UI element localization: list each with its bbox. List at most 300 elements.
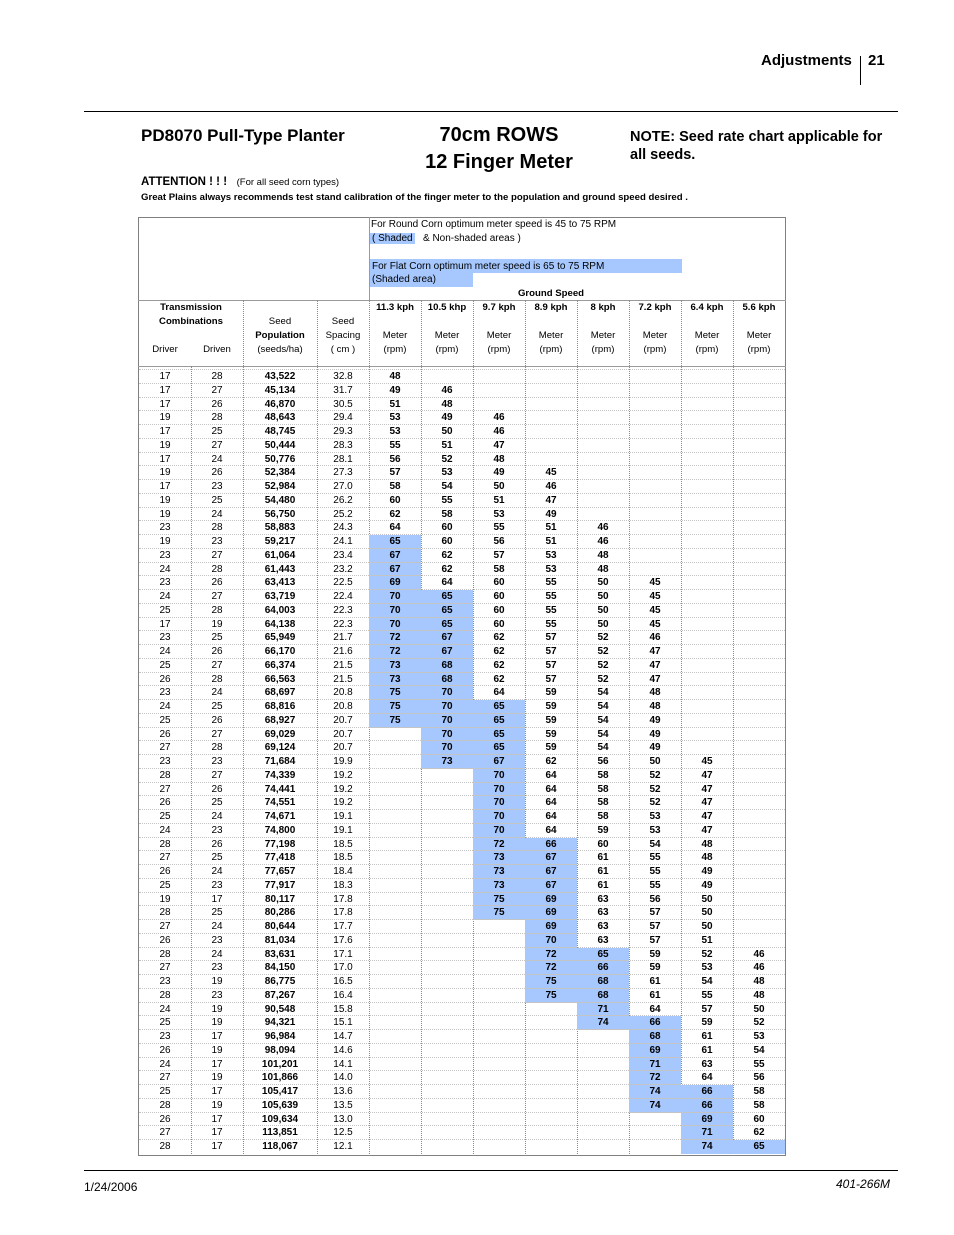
meter-rpm-cell: [473, 1140, 525, 1154]
meter-rpm-cell: 59: [649, 962, 661, 974]
meter-rpm-cell: 51: [493, 494, 505, 506]
spacing-label: Spacing: [325, 330, 361, 341]
meter-rpm-cell: 63: [701, 1058, 713, 1070]
meter-rpm-cell: 62: [389, 508, 401, 520]
meter-rpm-cell: 50: [597, 577, 609, 589]
meter-rpm-cell: [577, 439, 629, 453]
meter-rpm-cell: 55: [649, 866, 661, 877]
driven-cell: 17: [211, 1113, 223, 1125]
meter-rpm-cell: 50: [753, 1003, 765, 1015]
meter-rpm-cell: 51: [441, 439, 453, 451]
attention-line: [141, 176, 339, 188]
meter-rpm-cell: 59: [701, 1017, 713, 1029]
population-cell: 68,927: [264, 714, 296, 726]
table-row: [139, 465, 785, 479]
population-cell: 77,198: [264, 838, 296, 850]
meter-rpm-cell: 58: [597, 811, 609, 822]
meter-rpm-cell: [629, 1126, 681, 1140]
meter-rpm-cell: [733, 549, 785, 563]
driven-cell: 17: [211, 1058, 223, 1070]
driven-cell: 28: [211, 604, 223, 616]
population-cell: 87,267: [264, 989, 296, 1001]
meter-rpm-cell: 67: [421, 645, 473, 659]
meter-rpm-cell: [733, 920, 785, 934]
meter-rpm-cell: 48: [753, 976, 765, 987]
meter-rpm-cell: [733, 494, 785, 508]
meter-rpm-cell: 70: [369, 618, 421, 632]
spacing-cell: 14.1: [333, 1058, 353, 1070]
meter-rpm-cell: 63: [597, 907, 609, 919]
ground-speed-label: Ground Speed: [517, 288, 585, 299]
table-row: [139, 878, 785, 892]
meter-rpm-cell: 75: [369, 686, 421, 700]
driven-cell: 25: [211, 907, 223, 919]
meter-rpm-cell: [421, 989, 473, 1003]
meter-rpm-cell: 47: [701, 797, 713, 809]
meter-label: Meter: [642, 330, 668, 341]
driven-cell: 26: [211, 646, 223, 657]
meter-rpm-cell: 52: [753, 1017, 765, 1029]
meter-rpm-cell: 48: [649, 701, 661, 712]
table-row: [139, 1070, 785, 1084]
meter-rpm-cell: 67: [473, 755, 525, 769]
meter-rpm-cell: [681, 673, 733, 687]
population-cell: 83,631: [264, 948, 296, 960]
meter-rpm-cell: 69: [681, 1113, 733, 1127]
population-cell: 71,684: [264, 756, 296, 767]
meter-rpm-cell: 60: [493, 577, 505, 589]
table-row: [139, 672, 785, 686]
meter-rpm-cell: [369, 824, 421, 838]
meter-rpm-cell: 61: [701, 1044, 713, 1056]
meter-rpm-cell: 70: [473, 796, 525, 810]
meter-rpm-cell: 69: [629, 1044, 681, 1058]
meter-rpm-cell: 65: [421, 618, 473, 632]
meter-rpm-cell: 69: [525, 893, 577, 907]
meter-rpm-cell: [733, 411, 785, 425]
meter-rpm-cell: [369, 1016, 421, 1030]
meter-rpm-cell: [369, 906, 421, 920]
meter-rpm-cell: [681, 494, 733, 508]
spacing-cell: 19.2: [333, 769, 353, 781]
spacing-cell: 20.7: [333, 714, 353, 726]
meter-rpm-cell: 62: [493, 646, 505, 657]
meter-rpm-cell: 68: [629, 1030, 681, 1044]
meter-rpm-cell: 55: [649, 852, 661, 864]
meter-rpm-cell: 54: [597, 728, 609, 740]
spacing-cell: 22.4: [333, 591, 353, 602]
meter-rpm-cell: [369, 769, 421, 783]
meter-rpm-cell: [421, 851, 473, 865]
spacing-cell: 17.8: [333, 893, 353, 905]
meter-rpm-cell: 53: [493, 508, 505, 520]
meter-rpm-cell: 52: [597, 646, 609, 657]
spacing-cell: 12.5: [333, 1127, 353, 1139]
meter-rpm-cell: [577, 453, 629, 467]
table-row: [139, 905, 785, 919]
rpm-label: (rpm): [747, 344, 771, 355]
meter-rpm-cell: [421, 1044, 473, 1058]
table-row: [139, 575, 785, 589]
driver-cell: 19: [159, 508, 171, 520]
driver-cell: 28: [159, 1099, 171, 1111]
meter-rpm-cell: 59: [545, 742, 557, 754]
meter-rpm-cell: [473, 948, 525, 962]
meter-rpm-cell: [577, 398, 629, 412]
meter-rpm-cell: [369, 989, 421, 1003]
meter-rpm-cell: 70: [421, 714, 473, 728]
meter-rpm-cell: [733, 453, 785, 467]
meter-label: Meter: [538, 330, 564, 341]
meter-rpm-cell: 51: [701, 934, 713, 946]
meter-rpm-cell: [421, 975, 473, 989]
meter-rpm-cell: 72: [629, 1071, 681, 1085]
population-cell: 74,339: [264, 769, 296, 781]
population-cell: 45,134: [264, 384, 296, 396]
population-cell: 69,124: [264, 742, 296, 754]
meter-rpm-cell: 55: [545, 604, 557, 616]
meter-rpm-cell: [421, 865, 473, 879]
spacing-cell: 17.1: [333, 948, 353, 960]
meter-rpm-cell: 60: [493, 591, 505, 602]
population-cell: 77,917: [264, 879, 296, 891]
meter-rpm-cell: 49: [389, 384, 401, 396]
meter-rpm-cell: 57: [545, 632, 557, 644]
meter-rpm-cell: [525, 411, 577, 425]
meter-rpm-cell: [681, 480, 733, 494]
meter-rpm-cell: [733, 934, 785, 948]
meter-rpm-cell: [681, 370, 733, 384]
meter-rpm-cell: [369, 851, 421, 865]
driver-cell: 24: [159, 701, 171, 712]
meter-rpm-cell: [421, 1030, 473, 1044]
table-row: [139, 892, 785, 906]
meter-rpm-cell: 68: [577, 975, 629, 989]
speed-header: 9.7 kph: [482, 302, 516, 313]
meter-rpm-cell: 65: [369, 535, 421, 549]
driven-cell: 26: [211, 783, 223, 795]
meter-rpm-cell: 75: [525, 975, 577, 989]
meter-rpm-cell: [733, 618, 785, 632]
meter-rpm-cell: 64: [701, 1072, 713, 1084]
meter-rpm-cell: 72: [525, 948, 577, 962]
meter-rpm-cell: [525, 425, 577, 439]
meter-rpm-cell: [577, 494, 629, 508]
meter-rpm-cell: 60: [441, 536, 453, 547]
meter-rpm-cell: [525, 1099, 577, 1113]
meter-label: Meter: [486, 330, 512, 341]
spacing-cell: 19.2: [333, 783, 353, 795]
population-cell: 96,984: [264, 1031, 296, 1042]
table-row: [139, 864, 785, 878]
spacing-cell: 16.5: [333, 976, 353, 987]
meter-rpm-cell: 64: [441, 577, 453, 589]
table-row: [139, 988, 785, 1002]
driver-cell: 27: [159, 1072, 171, 1084]
meter-rpm-cell: [733, 728, 785, 742]
population-cell: 43,522: [264, 371, 296, 382]
meter-rpm-cell: 46: [597, 536, 609, 547]
meter-rpm-cell: 69: [369, 576, 421, 590]
meter-rpm-cell: [421, 961, 473, 975]
meter-rpm-cell: [369, 1126, 421, 1140]
spacing-cell: 19.1: [333, 811, 353, 822]
meter-rpm-cell: 48: [493, 453, 505, 465]
meter-rpm-cell: 70: [473, 769, 525, 783]
spacing-cell: 29.4: [333, 412, 353, 424]
driver-cell: 23: [159, 577, 171, 589]
meter-rpm-cell: 75: [369, 700, 421, 714]
driven-cell: 25: [211, 701, 223, 712]
meter-rpm-cell: [369, 865, 421, 879]
driver-cell: 27: [159, 921, 171, 932]
table-row: [139, 768, 785, 782]
meter-rpm-cell: [421, 1071, 473, 1085]
population-cell: 101,201: [261, 1058, 299, 1070]
meter-rpm-cell: 64: [545, 783, 557, 795]
meter-rpm-cell: [629, 1113, 681, 1127]
table-row: [139, 850, 785, 864]
population-cell: 63,719: [264, 591, 296, 602]
meter-rpm-cell: 52: [597, 673, 609, 685]
driven-cell: 23: [211, 962, 223, 974]
meter-rpm-cell: [577, 480, 629, 494]
table-row: [139, 507, 785, 521]
meter-rpm-cell: [369, 1003, 421, 1017]
meter-rpm-cell: [525, 1140, 577, 1154]
meter-rpm-cell: [577, 1030, 629, 1044]
meter-rpm-cell: 59: [649, 948, 661, 960]
meter-rpm-cell: [577, 1058, 629, 1072]
meter-rpm-cell: 54: [597, 687, 609, 699]
seed-label-1: Seed: [268, 316, 292, 327]
driven-cell: 27: [211, 384, 223, 396]
population-cell: 105,417: [261, 1086, 299, 1097]
meter-rpm-cell: [577, 1044, 629, 1058]
meter-rpm-cell: [681, 563, 733, 577]
meter-rpm-cell: [733, 384, 785, 398]
meter-rpm-cell: [473, 975, 525, 989]
meter-rpm-cell: [577, 466, 629, 480]
driver-cell: 25: [159, 811, 171, 822]
population-cell: 118,067: [262, 1141, 298, 1152]
table-row: [139, 438, 785, 452]
meter-rpm-cell: 67: [525, 865, 577, 879]
driven-cell: 19: [211, 618, 223, 630]
table-row: [139, 1084, 785, 1098]
meter-rpm-cell: [733, 851, 785, 865]
footer-date: 1/24/2006: [84, 1180, 138, 1194]
meter-rpm-cell: [369, 838, 421, 852]
driver-cell: 19: [159, 494, 171, 506]
meter-rpm-cell: [473, 961, 525, 975]
meter-rpm-cell: 46: [441, 384, 453, 396]
driven-cell: 24: [211, 866, 223, 877]
spacing-cell: 19.9: [333, 756, 353, 767]
population-cell: 61,443: [264, 563, 296, 575]
meter-rpm-cell: 70: [525, 934, 577, 948]
population-cell: 58,883: [264, 522, 296, 534]
population-cell: 69,029: [264, 728, 296, 740]
driver-cell: 23: [159, 976, 171, 987]
population-cell: 113,851: [262, 1127, 298, 1139]
spacing-cell: 20.8: [333, 701, 353, 712]
meter-rpm-cell: [733, 879, 785, 893]
driver-cell: 28: [159, 907, 171, 919]
meter-rpm-cell: 48: [441, 398, 453, 410]
meter-rpm-cell: 64: [545, 811, 557, 822]
meter-rpm-cell: [369, 1085, 421, 1099]
meter-rpm-cell: 53: [545, 563, 557, 575]
population-cell: 101,866: [261, 1072, 299, 1084]
table-row: [139, 410, 785, 424]
driven-cell: 23: [211, 989, 223, 1001]
meter-rpm-cell: 52: [701, 948, 713, 960]
meter-rpm-cell: 52: [649, 783, 661, 795]
spacing-cell: 32.8: [333, 371, 353, 382]
meter-rpm-cell: [369, 961, 421, 975]
speed-header: 11.3 kph: [376, 302, 414, 313]
meter-rpm-cell: [733, 673, 785, 687]
driver-label: Driver: [152, 344, 178, 355]
meter-rpm-cell: [577, 370, 629, 384]
spacing-cell: 23.4: [333, 549, 353, 561]
meter-rpm-cell: 73: [473, 865, 525, 879]
meter-rpm-cell: [369, 755, 421, 769]
meter-rpm-cell: [369, 810, 421, 824]
meter-rpm-cell: 54: [649, 838, 661, 850]
meter-rpm-cell: 50: [597, 591, 609, 602]
meter-rpm-cell: 68: [577, 989, 629, 1003]
driver-cell: 19: [159, 439, 171, 451]
table-row: [139, 1125, 785, 1139]
driver-cell: 26: [159, 866, 171, 877]
meter-rpm-cell: 57: [649, 934, 661, 946]
attention-sub: (For all seed corn types): [236, 177, 340, 188]
meter-rpm-cell: 72: [369, 645, 421, 659]
driven-cell: 27: [211, 439, 223, 451]
meter-rpm-cell: 47: [701, 783, 713, 795]
meter-rpm-cell: 65: [473, 714, 525, 728]
population-cell: 66,374: [264, 659, 296, 671]
driver-cell: 24: [159, 824, 171, 836]
meter-label: Meter: [694, 330, 720, 341]
driven-cell: 25: [211, 852, 223, 864]
population-cell: 66,170: [264, 646, 296, 657]
driven-cell: 23: [211, 481, 223, 492]
meter-rpm-cell: [421, 920, 473, 934]
meter-rpm-cell: 67: [525, 879, 577, 893]
meter-rpm-cell: 50: [701, 893, 713, 905]
population-cell: 74,441: [264, 783, 296, 795]
table-row: [139, 1112, 785, 1126]
meter-rpm-cell: [733, 838, 785, 852]
driver-cell: 19: [159, 893, 171, 905]
population-cell: 74,671: [264, 811, 296, 822]
meter-rpm-cell: 55: [545, 591, 557, 602]
meter-rpm-cell: [421, 906, 473, 920]
spacing-cell: 14.0: [333, 1072, 353, 1084]
meter-rpm-cell: [421, 893, 473, 907]
spacing-cell: 14.7: [333, 1031, 353, 1042]
meter-rpm-cell: [421, 1016, 473, 1030]
table-row: [139, 589, 785, 603]
meter-rpm-cell: [681, 645, 733, 659]
meter-rpm-cell: [733, 563, 785, 577]
driver-cell: 23: [159, 632, 171, 644]
meter-rpm-cell: [733, 865, 785, 879]
spacing-cell: 20.7: [333, 742, 353, 754]
transmission-label: Transmission: [160, 302, 222, 313]
spacing-cell: 21.5: [333, 673, 353, 685]
driven-cell: 25: [211, 494, 223, 506]
meter-rpm-cell: 65: [733, 1140, 785, 1154]
meter-rpm-cell: [681, 741, 733, 755]
table-row: [139, 754, 785, 768]
meter-rpm-cell: 65: [421, 590, 473, 604]
driven-cell: 19: [211, 1072, 223, 1084]
meter-rpm-cell: 55: [701, 989, 713, 1001]
table-row: [139, 782, 785, 796]
meter-rpm-cell: 72: [525, 961, 577, 975]
driver-cell: 17: [159, 618, 171, 630]
meter-rpm-cell: 64: [545, 824, 557, 836]
population-cell: 61,064: [264, 549, 296, 561]
rpm-label: (rpm): [383, 344, 407, 355]
meter-rpm-cell: 46: [493, 412, 505, 424]
meter-rpm-cell: [577, 1099, 629, 1113]
driven-cell: 19: [211, 1003, 223, 1015]
table-row: [139, 823, 785, 837]
meter-rpm-cell: 53: [441, 467, 453, 479]
meter-rpm-cell: 50: [441, 426, 453, 437]
spacing-cell: 17.8: [333, 907, 353, 919]
meter-rpm-cell: 70: [421, 728, 473, 742]
meter-rpm-cell: [681, 714, 733, 728]
meter-rpm-cell: 59: [597, 824, 609, 836]
driver-cell: 25: [159, 604, 171, 616]
meter-rpm-cell: 49: [701, 879, 713, 891]
meter-rpm-cell: 66: [577, 961, 629, 975]
meter-rpm-cell: 74: [629, 1085, 681, 1099]
meter-rpm-cell: 62: [493, 673, 505, 685]
meter-rpm-cell: 68: [421, 659, 473, 673]
meter-rpm-cell: 58: [493, 563, 505, 575]
meter-rpm-cell: 62: [493, 632, 505, 644]
meter-rpm-cell: 67: [369, 549, 421, 563]
meter-rpm-cell: [421, 769, 473, 783]
driver-cell: 17: [159, 384, 171, 396]
driven-cell: 23: [211, 536, 223, 547]
meter-rpm-cell: [473, 989, 525, 1003]
meter-rpm-cell: 57: [545, 659, 557, 671]
meter-rpm-cell: 47: [701, 811, 713, 822]
spacing-cell: 15.8: [333, 1003, 353, 1015]
driven-cell: 25: [211, 426, 223, 437]
meter-rpm-cell: 73: [473, 851, 525, 865]
driven-cell: 24: [211, 453, 223, 465]
meter-rpm-cell: [577, 1085, 629, 1099]
meter-rpm-cell: 65: [473, 728, 525, 742]
driven-cell: 26: [211, 577, 223, 589]
meter-rpm-cell: [629, 508, 681, 522]
seed-label-2: Seed: [331, 316, 355, 327]
spacing-cell: 26.2: [333, 494, 353, 506]
meter-rpm-cell: 67: [421, 631, 473, 645]
meter-rpm-cell: 49: [441, 412, 453, 424]
meter-rpm-cell: [525, 1044, 577, 1058]
driver-cell: 27: [159, 852, 171, 864]
